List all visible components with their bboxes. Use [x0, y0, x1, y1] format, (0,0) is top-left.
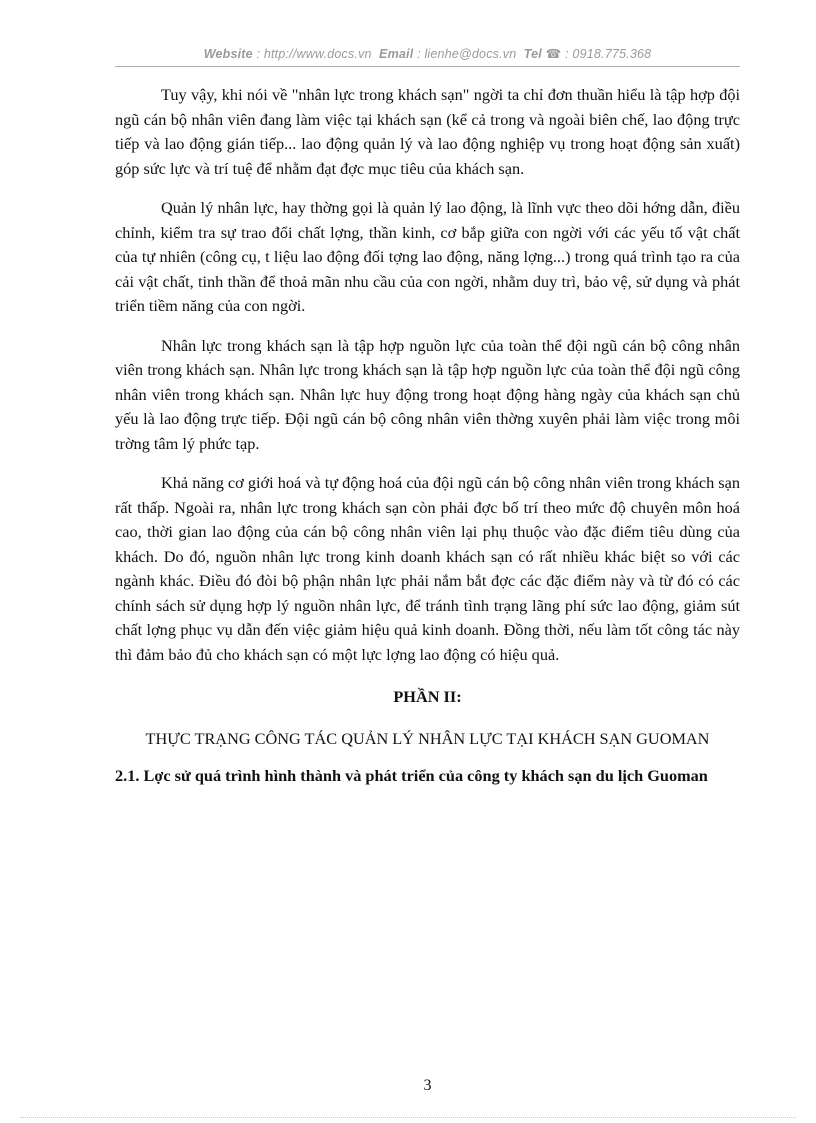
page-number: 3 [423, 1077, 432, 1094]
paragraph-3: Nhân lực trong khách sạn là tập hợp nguồn lực của toàn thể đội ngũ cán bộ công nhân viên trong khách sạn. Nhân lực trong khách sạn là tập hợp nguồn lực của toàn thể đội ngũ công nhân viên trong khách sạn. Nhân lực huy động trong hoạt động hàng ngày của khách sạn chủ yếu là lao động trực tiếp. Đội ngũ cán bộ công nhân viên thờng xuyên phải làm việc trong môi trờng tâm lý phức tạp. [115, 335, 740, 453]
section-title: 2.1. Lợc sử quá trình hình thành và phát triển của công ty khách sạn du lịch Guoman [115, 766, 708, 785]
website-value: : http://www.docs.vn [256, 47, 372, 61]
header-divider [115, 66, 740, 67]
website-label: Website [203, 47, 253, 61]
page-header [115, 46, 740, 61]
part-title: PHẦN II: [393, 687, 462, 706]
part-subtitle: THỰC TRẠNG CÔNG TÁC QUẢN LÝ NHÂN LỰC TẠI KHÁCH SẠN GUOMAN [145, 729, 710, 748]
email-label: Email [379, 47, 414, 61]
paragraph-2: Quản lý nhân lực, hay thờng gọi là quản lý lao động, là lĩnh vực theo dõi hớng dẫn, điều chỉnh, kiểm tra sự trao đổi chất lợng, thần kinh, cơ bắp giữa con ngời với các yếu tố vật chất của tự nhiên (công cụ, t liệu lao động đối tợng lao động, năng lợng...) trong quá trình tạo ra của cải vật chất, tinh thần để thoả mãn nhu cầu của con ngời, nhằm duy trì, bảo vệ, sử dụng và phát triển tiềm năng của con ngời. [115, 198, 740, 315]
tel-label: Tel [523, 47, 542, 61]
tel-value: ☎ : 0918.775.368 [545, 47, 652, 61]
document-body [115, 83, 740, 788]
paragraph-4: Khả năng cơ giới hoá và tự động hoá của đội ngũ cán bộ công nhân viên trong khách sạn rất thấp. Ngoài ra, nhân lực trong khách sạn còn phải đợc bố trí theo mức độ chuyên môn hoá cao, thời gian lao động của cán bộ công nhân viên lại phụ thuộc vào đặc điểm tiêu dùng của khách. Do đó, nguồn nhân lực trong kinh doanh khách sạn có rất nhiều khác biệt so với các ngành khác. Điều đó đòi bộ phận nhân lực phải nắm bắt đợc các đặc điểm này và từ đó có các chính sách sử dụng hợp lý nguồn nhân lực, để tránh tình trạng lãng phí sức lao động, giảm sút chất lợng phục vụ dẫn đến việc giảm hiệu quả kinh doanh. Đồng thời, nếu làm tốt công tác này thì đảm bảo đủ cho khách sạn có một lực lợng lao động có hiệu quả. [115, 473, 741, 664]
paragraph-1: Tuy vậy, khi nói về "nhân lực trong khách sạn" ngời ta chỉ đơn thuần hiểu là tập hợp đội ngũ cán bộ nhân viên đang làm việc tại khách sạn (kể cả trong và ngoài biên chế, lao động trực tiếp và lao động gián tiếp... lao động quản lý và lao động nghiệp vụ trong hoạt động sản xuất) góp sức lực và trí tuệ để nhằm đạt đợc mục tiêu của khách sạn. [115, 85, 740, 178]
email-value: : lienhe@docs.vn [417, 47, 517, 61]
page-bottom-border [20, 1117, 796, 1118]
